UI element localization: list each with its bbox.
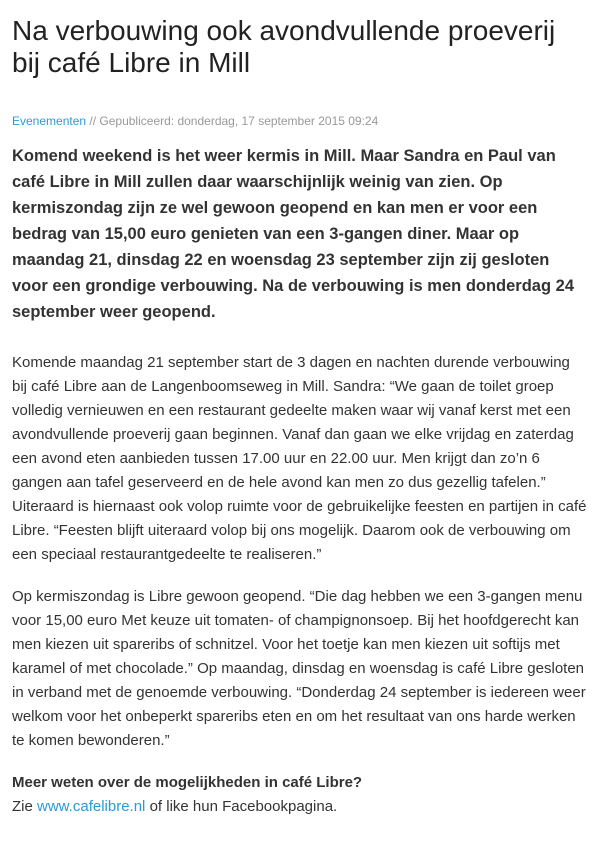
published-date: Gepubliceerd: donderdag, 17 september 2015 09:24 [99, 114, 379, 128]
more-info-heading: Meer weten over de mogelijkheden in café Libre? [12, 774, 363, 791]
meta-separator: // [86, 114, 100, 128]
more-info-line [12, 795, 588, 819]
article-meta [12, 113, 588, 129]
article-intro: Komend weekend is het weer kermis in Mill. Maar Sandra en Paul van café Libre in Mill zullen daar waarschijnlijk weinig van zien. Op kermiszondag zijn ze wel gewoon geopend en kan men er voor een bedrag van 15,00 euro genieten van een 3-gangen diner. Maar op maandag 21, dinsdag 22 en woensdag 23 september zijn zij gesloten voor een grondige verbouwing. Na de verbouwing is men donderdag 24 september weer geopend. [12, 147, 574, 321]
website-link[interactable]: www.cafelibre.nl [37, 798, 146, 815]
more-info-prefix: Zie [12, 798, 38, 815]
article-paragraph: Op kermiszondag is Libre gewoon geopend. “Die dag hebben we een 3-gangen menu voor 15,00 euro Met keuze uit tomaten- of champignonsoep. Bij het hoofdgerecht kan men kiezen uit spareribs of schnitzel. Voor het toetje kan men kiezen uit softijs met karamel of met chocolade.” Op maandag, dinsdag en woensdag is café Libre gesloten in verband met de genoemde verbouwing. “Donderdag 24 september is iedereen weer welkom voor het onbeperkt spareribs eten en om het resultaat van ons harde werken te komen bewonderen.” [12, 588, 586, 749]
more-info-suffix: of like hun Facebookpagina. [145, 798, 338, 815]
category-link[interactable]: Evenementen [12, 114, 87, 128]
article-paragraph: Komende maandag 21 september start de 3 dagen en nachten durende verbouwing bij café Libre aan de Langenboomseweg in Mill. Sandra: “We gaan de toilet groep volledig vernieuwen en een restaurant gedeelte maken waar wij vanaf kerst met een avondvullende proeverij gaan beginnen. Vanaf dan gaan we elke vrijdag en zaterdag een avond eten aanbieden tussen 17.00 uur en 22.00 uur. Men krijgt dan zo’n 6 gangen aan tafel geserveerd en de hele avond kan men zo dus gezellig tafelen.” Uiteraard is hiernaast ook volop ruimte voor de gebruikelijke feesten en partijen in café Libre. “Feesten blijft uiteraard volop bij ons mogelijk. Daarom ook de verbouwing om een speciaal restaurantgedeelte te realiseren.” [12, 354, 587, 563]
article-title: Na verbouwing ook avondvullende proeverij bij café Libre in Mill [12, 15, 556, 78]
